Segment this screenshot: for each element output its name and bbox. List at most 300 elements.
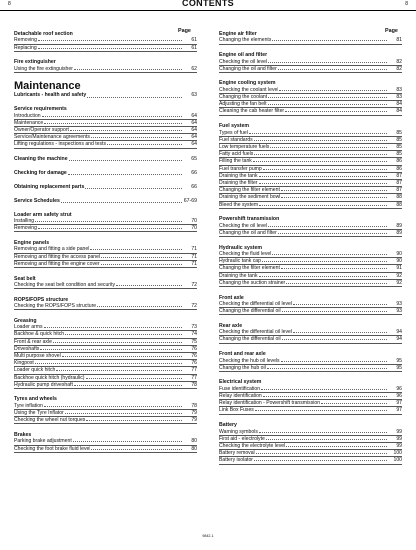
toc-section [14, 80, 197, 98]
section-heading-label: Front axle [219, 294, 244, 301]
leader-dots [268, 97, 387, 98]
page-number: 77 [191, 374, 197, 381]
leader-dots [285, 111, 387, 112]
toc-entry[interactable] [219, 365, 402, 372]
page-number-right: 8 [405, 1, 408, 7]
section-heading-label: Front and rear axle [219, 351, 266, 358]
toc-entry[interactable] [14, 113, 197, 120]
leader-dots [259, 176, 387, 177]
toc-entry[interactable] [219, 429, 402, 436]
entry-label: Checking the electrolyte level [219, 442, 286, 449]
toc-section [14, 432, 197, 453]
toc-section [219, 295, 402, 316]
toc-entry[interactable] [14, 360, 197, 367]
toc-entry[interactable] [14, 403, 197, 410]
toc-section-heading[interactable] [14, 184, 197, 190]
leader-dots [73, 441, 182, 442]
leader-dots [101, 257, 182, 258]
page-number: 85 [396, 151, 402, 158]
entry-label: Bleed the system [219, 201, 259, 208]
toc-section [14, 212, 197, 233]
toc-entry[interactable] [219, 393, 402, 400]
entry-label: Draining the filter [219, 179, 258, 186]
entry-label: Checking the oil level [219, 58, 268, 65]
entry-label: Checking the ROPS/FOPS structure [14, 303, 97, 310]
entry-label: Front & rear axle [14, 338, 52, 345]
page-number: 63 [191, 92, 197, 99]
toc-entry[interactable] [14, 218, 197, 225]
toc-entry[interactable] [219, 450, 402, 457]
page-number: 85 [396, 143, 402, 150]
toc-entry[interactable] [219, 158, 402, 165]
entry-label: Checking the seat belt condition and security [14, 281, 116, 288]
entry-label: Checking the coolant level [219, 86, 279, 93]
toc-entry[interactable] [14, 37, 197, 44]
entry-label: Link Box Fuses [219, 407, 254, 414]
page-header [0, 0, 416, 12]
page-number: 83 [396, 86, 402, 93]
page-number: 65 [191, 156, 197, 163]
subheading-label: Lubricants - health and safety [14, 92, 87, 99]
page-number: 82 [396, 65, 402, 72]
entry-label: Battery removal [219, 450, 255, 457]
page-number: 99 [396, 435, 402, 442]
section-heading-label: ROPS/FOPS structure [14, 296, 69, 303]
leader-dots [281, 361, 387, 362]
toc-entry[interactable] [219, 94, 402, 101]
entry-label: Low temperature fuels [219, 143, 270, 150]
left-page-column-header: Page [178, 28, 191, 34]
section-heading-label: Engine oil and filter [219, 52, 268, 59]
page-number: 100 [393, 457, 402, 464]
entry-label: Removing and fitting a side panel [14, 246, 90, 253]
section-heading-label: Powershift transmission [219, 216, 280, 223]
toc-entry[interactable] [219, 108, 402, 115]
entry-label: Removing and fitting the engine cover [14, 260, 100, 267]
page-number: 94 [396, 329, 402, 336]
section-heading-label: Obtaining replacement parts [14, 183, 85, 190]
entry-label: Using the fire extinguisher [14, 65, 73, 72]
leader-dots [278, 233, 387, 234]
entry-label: Types of fuel [219, 129, 248, 136]
page-number: 99 [396, 442, 402, 449]
leader-dots [44, 327, 182, 328]
entry-label: Changing the hub oil [219, 364, 266, 371]
leader-dots [38, 228, 182, 229]
toc-section [14, 396, 197, 424]
toc-section [219, 123, 402, 209]
page-number: 87 [396, 187, 402, 194]
header-rule [0, 10, 416, 11]
toc-section [219, 422, 402, 464]
leader-dots [253, 161, 387, 162]
leader-dots [87, 92, 182, 97]
toc-entry[interactable] [219, 358, 402, 365]
entry-label: Adjusting the fan belt [219, 101, 267, 108]
leader-dots [116, 285, 182, 286]
page-number: 80 [191, 445, 197, 452]
page-number: 78 [191, 402, 197, 409]
toc-entry[interactable] [14, 127, 197, 134]
right-contents-column [219, 31, 402, 472]
entry-label: Removing and fitting the access panel [14, 253, 101, 260]
toc-entry[interactable] [219, 173, 402, 180]
page-number: 95 [396, 357, 402, 364]
page-number: 71 [191, 253, 197, 260]
toc-section [14, 240, 197, 268]
entry-label: Checking the wheel nut torques [14, 417, 86, 424]
toc-entry[interactable] [219, 301, 402, 308]
section-heading-label: Fuel system [219, 123, 249, 130]
toc-entry[interactable] [14, 225, 197, 232]
entry-label: Checking the hub oil levels [219, 357, 280, 364]
toc-entry[interactable] [14, 375, 197, 382]
toc-entry[interactable] [14, 331, 197, 338]
entry-label: Introduction [14, 112, 41, 119]
entry-label: Hydraulic tank cap [219, 258, 261, 265]
page-number: 89 [396, 229, 402, 236]
entry-label: Battery isolator [219, 457, 253, 464]
toc-entry[interactable] [14, 417, 197, 424]
toc-entry[interactable] [219, 443, 402, 450]
leader-dots [40, 349, 182, 350]
leader-dots [268, 62, 387, 63]
page-number: 87 [396, 179, 402, 186]
leader-dots [107, 144, 182, 145]
page-number: 77 [191, 367, 197, 374]
section-heading-label: Seat belt [14, 275, 36, 282]
page-number: 62 [191, 65, 197, 72]
toc-entry[interactable] [219, 336, 402, 343]
page-number: 79 [191, 417, 197, 424]
toc-section [219, 245, 402, 287]
page-number: 92 [396, 272, 402, 279]
entry-label: Changing the differential oil [219, 308, 281, 315]
leader-dots [53, 342, 182, 343]
page-number: 86 [396, 165, 402, 172]
toc-entry[interactable] [14, 246, 197, 253]
leader-dots [281, 197, 387, 198]
entry-label: Checking the fluid level [219, 251, 272, 257]
toc-entry[interactable] [219, 144, 402, 151]
toc-subheading[interactable] [14, 92, 197, 98]
toc-entry[interactable] [219, 386, 402, 393]
leader-dots [74, 69, 182, 70]
toc-entry[interactable] [14, 410, 197, 417]
entry-label: Draining the tank [219, 172, 258, 179]
leader-dots [90, 249, 182, 250]
page-number: 99 [396, 428, 402, 435]
page-number: 84 [396, 101, 402, 108]
entry-label: Parking brake adjustment [14, 438, 72, 445]
section-heading-label: Hydraulic system [219, 244, 262, 251]
page-number: 70 [191, 218, 197, 225]
toc-entry[interactable] [14, 346, 197, 353]
leader-dots [256, 453, 387, 454]
toc-entry[interactable] [219, 400, 402, 407]
leader-dots [262, 261, 387, 262]
toc-entry[interactable] [14, 261, 197, 268]
toc-entry[interactable] [219, 230, 402, 237]
leader-dots [293, 332, 387, 333]
page-number: 87 [396, 172, 402, 179]
leader-dots [261, 389, 387, 390]
toc-entry[interactable] [219, 66, 402, 73]
entry-label: Changing the coolant [219, 94, 268, 101]
entry-label: Tyre inflation [14, 402, 43, 409]
page-number: 88 [396, 194, 402, 201]
page-number: 79 [191, 410, 197, 417]
page-number: 71 [191, 260, 197, 267]
section-heading-label: Checking for damage [14, 169, 67, 176]
page-number: 93 [396, 308, 402, 315]
page-number: 97 [396, 407, 402, 414]
toc-entry[interactable] [219, 101, 402, 108]
toc-entry[interactable] [14, 446, 197, 453]
toc-entry[interactable] [14, 438, 197, 445]
toc-entry[interactable] [219, 166, 402, 173]
page-number: 94 [396, 336, 402, 343]
entry-label: Fuel standards [219, 136, 253, 143]
toc-entry[interactable] [14, 282, 197, 289]
toc-section-heading[interactable] [14, 156, 197, 162]
toc-section [14, 318, 197, 389]
page-number-left: 8 [8, 1, 11, 7]
toc-entry[interactable] [219, 180, 402, 187]
page-number: 82 [396, 58, 402, 65]
toc-entry[interactable] [14, 254, 197, 261]
leader-dots [62, 356, 182, 357]
leader-dots [74, 385, 182, 386]
toc-entry[interactable] [219, 251, 402, 258]
toc-entry[interactable] [219, 137, 402, 144]
page-number: 85 [396, 129, 402, 136]
entry-label: Removing [14, 37, 37, 44]
page-number: 95 [396, 364, 402, 371]
toc-entry[interactable] [219, 457, 402, 464]
toc-entry[interactable] [219, 87, 402, 94]
entry-label: Lifting regulations - inspections and tests [14, 141, 107, 148]
entry-label: Changing the differential oil [219, 336, 281, 343]
entry-label: Replacing [14, 44, 37, 51]
section-heading-label: Detachable roof section [14, 31, 73, 37]
entry-label: Checking the differential oil level [219, 300, 292, 307]
leader-dots [259, 205, 387, 206]
toc-entry[interactable] [14, 120, 197, 127]
toc-entry[interactable] [219, 194, 402, 201]
toc-entry[interactable] [219, 151, 402, 158]
toc-section-heading[interactable] [14, 170, 197, 176]
entry-label: Warning symbols [219, 428, 258, 435]
leader-dots [35, 221, 182, 222]
section-heading-label: Greasing [14, 317, 37, 324]
leader-dots [321, 403, 387, 404]
section-heading-label: Cleaning the machine [14, 156, 68, 163]
entry-label: Driveshafts [14, 345, 40, 352]
toc-entry[interactable] [219, 329, 402, 336]
entry-label: Backhoe & quick hitch [14, 331, 65, 338]
toc-section [14, 31, 197, 52]
leader-dots [279, 90, 387, 91]
leader-dots [259, 183, 387, 184]
page-number: 88 [396, 201, 402, 208]
entry-label: Cleaning the cab heater filter [219, 108, 285, 115]
toc-entry[interactable] [219, 223, 402, 230]
entry-label: Kingpost [14, 360, 34, 367]
page-number: 67-69 [183, 197, 197, 204]
footer-code: 9842-1 [202, 534, 214, 538]
leader-dots [254, 154, 387, 155]
page-number: 66 [191, 183, 197, 190]
leader-dots [254, 460, 387, 461]
toc-entry[interactable] [219, 308, 402, 315]
toc-entry[interactable] [14, 66, 197, 73]
page-number: 72 [191, 303, 197, 310]
entry-label: Hydraulic pump driveshaft [14, 381, 73, 388]
section-heading-label: Brakes [14, 431, 32, 438]
page-number: 76 [191, 352, 197, 359]
leader-dots [281, 190, 387, 191]
leader-dots [61, 198, 182, 203]
toc-section [219, 216, 402, 237]
leader-dots [259, 276, 387, 277]
toc-section [14, 276, 197, 290]
page-number: 64 [191, 126, 197, 133]
toc-entry[interactable] [219, 202, 402, 209]
page-number: 92 [396, 279, 402, 286]
section-heading-label: Maintenance [14, 80, 81, 93]
leader-dots [263, 396, 387, 397]
toc-entry[interactable] [14, 382, 197, 389]
section-heading-label: Electrical system [219, 379, 262, 386]
toc-entry[interactable] [14, 367, 197, 374]
toc-entry[interactable] [219, 280, 402, 287]
section-heading-label: Tyres and wheels [14, 396, 57, 403]
toc-section [219, 379, 402, 414]
leader-dots [293, 304, 387, 305]
leader-dots [266, 439, 387, 440]
leader-dots [65, 334, 182, 335]
toc-section [219, 323, 402, 344]
toc-entry[interactable] [219, 258, 402, 265]
leader-dots [282, 311, 387, 312]
toc-entry[interactable] [14, 339, 197, 346]
leader-dots [282, 339, 387, 340]
leader-dots [286, 283, 387, 284]
toc-section [14, 156, 197, 162]
toc-entry[interactable] [14, 141, 197, 148]
section-heading-label: Service requirements [14, 106, 67, 113]
toc-entry[interactable] [14, 45, 197, 52]
entry-label: Backhoe quick hitch (hydraulic) [14, 374, 85, 381]
leader-dots [91, 137, 182, 138]
leader-dots [249, 133, 387, 134]
leader-dots [65, 413, 182, 414]
entry-label: Removing [14, 225, 37, 232]
page-number: 61 [191, 37, 197, 44]
entry-label: Fuse identification [219, 385, 261, 392]
toc-entry[interactable] [219, 130, 402, 137]
page-number: 64 [191, 141, 197, 148]
entry-label: Checking the foot brake fluid level [14, 445, 91, 452]
leader-dots [259, 432, 387, 433]
entry-label: Checking the oil level [219, 222, 268, 229]
toc-section [219, 31, 402, 45]
leader-dots [42, 116, 182, 117]
section-heading-label: Engine panels [14, 239, 50, 246]
entry-label: Changing the filter element [219, 265, 280, 272]
toc-entry[interactable] [219, 265, 402, 272]
page-number: 74 [191, 331, 197, 338]
leader-dots [69, 156, 182, 161]
toc-entry[interactable] [219, 37, 402, 44]
entry-label: Multi purpose shovel [14, 352, 61, 359]
toc-section [219, 80, 402, 115]
page-number: 81 [396, 37, 402, 44]
entry-label: Using the Tyre Inflator [14, 410, 64, 417]
leader-dots [44, 123, 182, 124]
leader-dots [56, 370, 182, 371]
leader-dots [97, 306, 182, 307]
page-number: 76 [191, 360, 197, 367]
toc-entry[interactable] [14, 324, 197, 331]
page-number: 97 [396, 400, 402, 407]
section-heading-label: Battery [219, 422, 237, 429]
page-number: 93 [396, 300, 402, 307]
entry-label: Fuel transfer pump [219, 165, 262, 172]
leader-dots [272, 254, 387, 255]
toc-section [14, 170, 197, 176]
toc-section [14, 184, 197, 190]
page-number: 80 [191, 438, 197, 445]
toc-section-heading[interactable] [14, 198, 197, 204]
page-number: 71 [191, 246, 197, 253]
leader-dots [35, 363, 182, 364]
toc-entry[interactable] [219, 407, 402, 414]
entry-label: Installing [14, 218, 35, 225]
leader-dots [286, 446, 387, 447]
entry-label: Service/Maintenance agreements [14, 134, 90, 141]
leader-dots [267, 368, 387, 369]
entry-label: Changing the oil and filter [219, 229, 277, 236]
page-number: 78 [191, 381, 197, 388]
leader-dots [38, 48, 182, 49]
page-number: 96 [396, 385, 402, 392]
toc-entry[interactable] [14, 303, 197, 310]
toc-entry[interactable] [219, 59, 402, 66]
toc-entry[interactable] [219, 187, 402, 194]
toc-entry[interactable] [219, 436, 402, 443]
page-title: CONTENTS [182, 0, 234, 8]
left-contents-column [14, 31, 197, 460]
toc-section [14, 106, 197, 148]
toc-section-heading [14, 80, 197, 92]
leader-dots [268, 226, 387, 227]
entry-label: Owner/Operator support [14, 126, 69, 133]
toc-entry[interactable] [14, 134, 197, 141]
entry-label: Loader quick hitch [14, 367, 56, 374]
toc-section [219, 351, 402, 372]
toc-section [14, 297, 197, 311]
page-number: 76 [191, 345, 197, 352]
page-number: 73 [191, 324, 197, 331]
page-number: 64 [191, 134, 197, 141]
toc-entry[interactable] [14, 353, 197, 360]
page-number: 86 [396, 158, 402, 165]
page-number: 96 [396, 393, 402, 400]
section-heading-label: Rear axle [219, 322, 243, 329]
toc-entry[interactable] [219, 273, 402, 280]
